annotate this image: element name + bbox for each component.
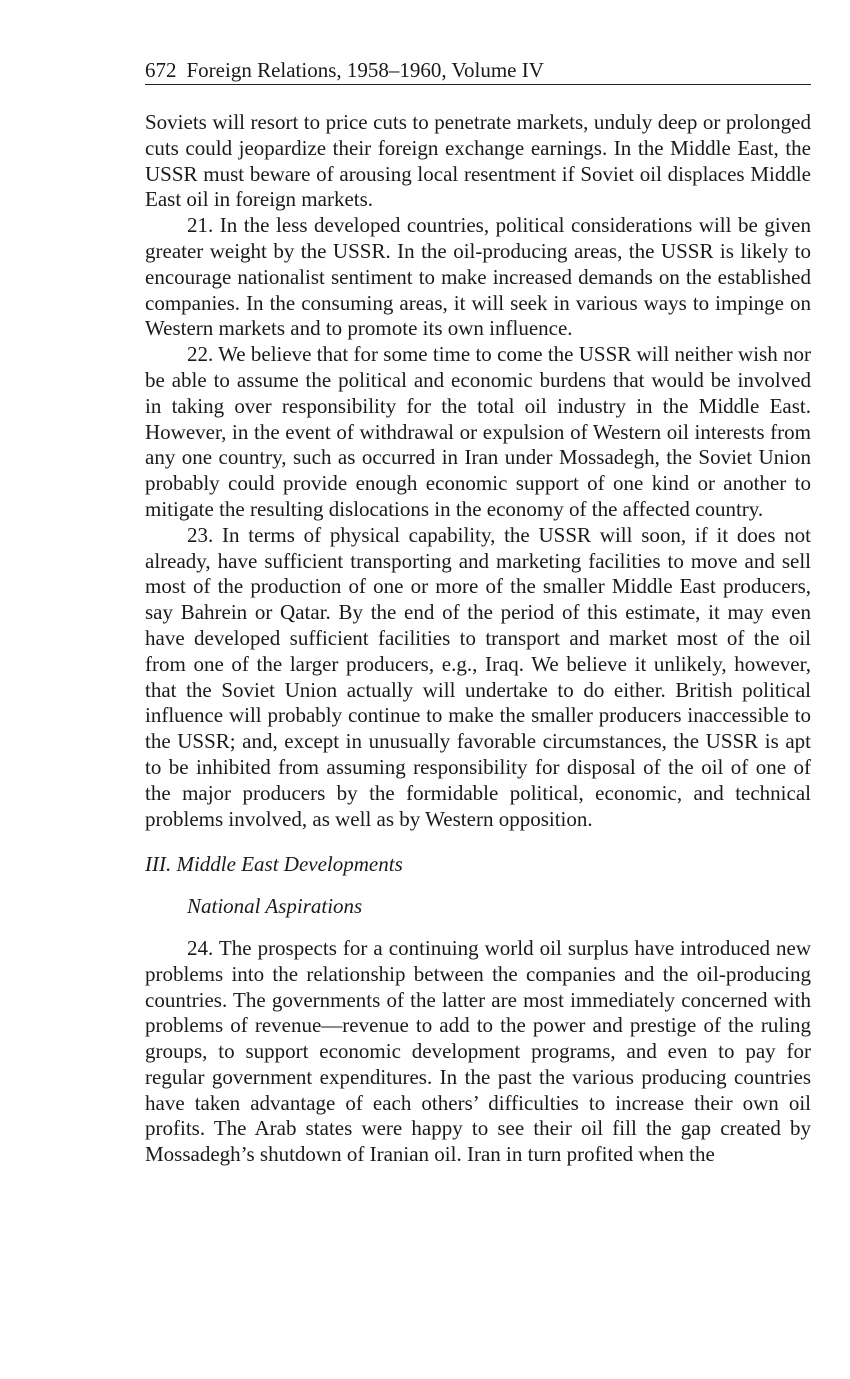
section-heading: III. Middle East Developments: [145, 852, 403, 877]
publication-title: Foreign Relations, 1958–1960, Volume IV: [186, 58, 544, 82]
paragraph-21: 21. In the less developed countries, political considerations will be given greater weight by the USSR. In the oil-producing areas, the USSR is likely to encourage nationalist sentiment to make increased demands on the established companies. In the consuming areas, it will seek in various ways to impinge on Western markets and to promote its own influence.: [145, 213, 811, 341]
paragraph-continuation: Soviets will resort to price cuts to penetrate markets, unduly deep or prolonged cuts could jeopardize their foreign exchange earnings. In the Middle East, the USSR must beware of arousing local resentment if Soviet oil displaces Middle East oil in foreign markets.: [145, 110, 811, 212]
paragraph-22: 22. We believe that for some time to come the USSR will neither wish nor be able to assume the political and economic burdens that would be involved in taking over responsibility for the total oil industry in the Middle East. However, in the event of withdrawal or expulsion of Western oil interests from any one country, such as occurred in Iran under Mossadegh, the Soviet Union probably could provide enough economic support of one kind or another to mitigate the resulting dislocations in the economy of the affected country.: [145, 342, 811, 521]
paragraph-23: 23. In terms of physical capability, the USSR will soon, if it does not already, have sufficient transporting and marketing facilities to move and sell most of the production of one or more of the smaller Middle East producers, say Bahrein or Qatar. By the end of the period of this estimate, it may even have developed sufficient facilities to transport and market most of the oil from one of the larger producers, e.g., Iraq. We believe it unlikely, however, that the Soviet Union actually will undertake to do either. British political influence will probably continue to make the smaller producers inaccessible to the USSR; and, except in unusually favorable circumstances, the USSR is apt to be inhibited from assuming responsibility for disposal of the oil of one of the major producers by the formidable political, economic, and technical problems involved, as well as by Western opposition.: [145, 522, 811, 831]
subsection-heading: National Aspirations: [187, 894, 363, 919]
paragraph-24: 24. The prospects for a continuing world oil surplus have introduced new problems into the relationship between the companies and the oil-producing countries. The governments of the latter are most immediately concerned with problems of revenue—revenue to add to the power and prestige of the ruling groups, to support economic development programs, and even to pay for regular government expenditures. In the past the various producing countries have taken advantage of each others’ difficulties to increase their own oil profits. The Arab states were happy to see their oil fill the gap created by Mossadegh’s shutdown of Iranian oil. Iran in turn profited when the: [145, 935, 811, 1167]
page-number: 672: [145, 58, 177, 82]
document-body: [145, 110, 811, 1168]
running-header: [145, 56, 811, 85]
